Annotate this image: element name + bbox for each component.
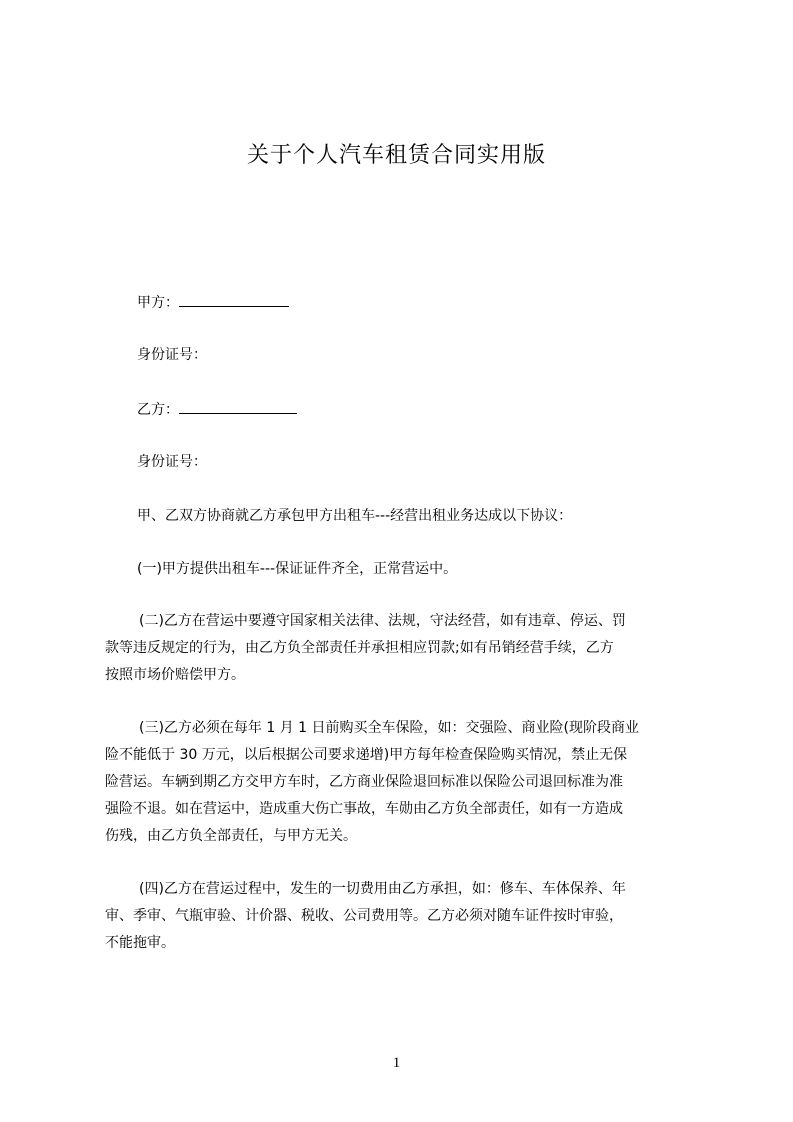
clause-1: (一)甲方提供出租车---保证证件齐全，正常营运中。 [137,561,458,577]
party-b-label: 乙方： [137,402,179,418]
intro-line: 甲、乙双方协商就乙方承包甲方出租车---经营出租业务达成以下协议： [137,508,573,524]
clause-3-row: 强险不退。如在营运中，造成重大伤亡事故，车勋由乙方负全部责任，如有一方造成 [105,801,623,817]
party-a-blank [179,292,289,307]
clause-4-row: (四)乙方在营运过程中，发生的一切费用由乙方承担，如：修车、车体保养、年 [139,881,626,897]
clause-2-row: 按照市场价赔偿甲方。 [105,667,245,683]
party-b-line [137,399,297,420]
clause-4-row: 不能拖审。 [105,935,175,951]
party-a-line [137,292,289,313]
party-a-label: 甲方： [137,295,179,311]
clause-4 [105,876,705,957]
clause-2-row: (二)乙方在营运中要遵守国家相关法律、法规，守法经营，如有违章、停运、罚 [139,613,626,629]
document-title: 关于个人汽车租赁合同实用版 [246,143,546,168]
party-b-id-line [137,452,207,472]
clause-4-row: 审、季审、气瓶审验、计价器、税收、公司费用等。乙方必须对随车证件按时审验， [105,908,623,924]
clause-3-row: 险营运。车辆到期乙方交甲方车时，乙方商业保险退回标准以保险公司退回标准为准 [105,774,623,790]
party-b-id-label: 身份证号： [137,454,207,470]
clause-2-row: 款等违反规定的行为，由乙方负全部责任并承担相应罚款;如有吊销经营手续，乙方 [105,640,614,656]
clause-2 [105,608,705,689]
party-a-id-line [137,345,207,365]
page-number: 1 [392,1055,401,1071]
party-a-id-label: 身份证号： [137,347,207,363]
clause-3 [105,715,705,850]
clause-3-row: 伤残，由乙方负全部责任，与甲方无关。 [105,828,357,844]
clause-3-row: (三)乙方必须在每年 1 月 1 日前购买全车保险，如：交强险、商业险(现阶段商业 [139,720,639,736]
party-b-blank [179,399,297,414]
clause-3-row: 险不能低于 30 万元，以后根据公司要求递增)甲方每年检查保险购买情况，禁止无保 [105,747,628,763]
